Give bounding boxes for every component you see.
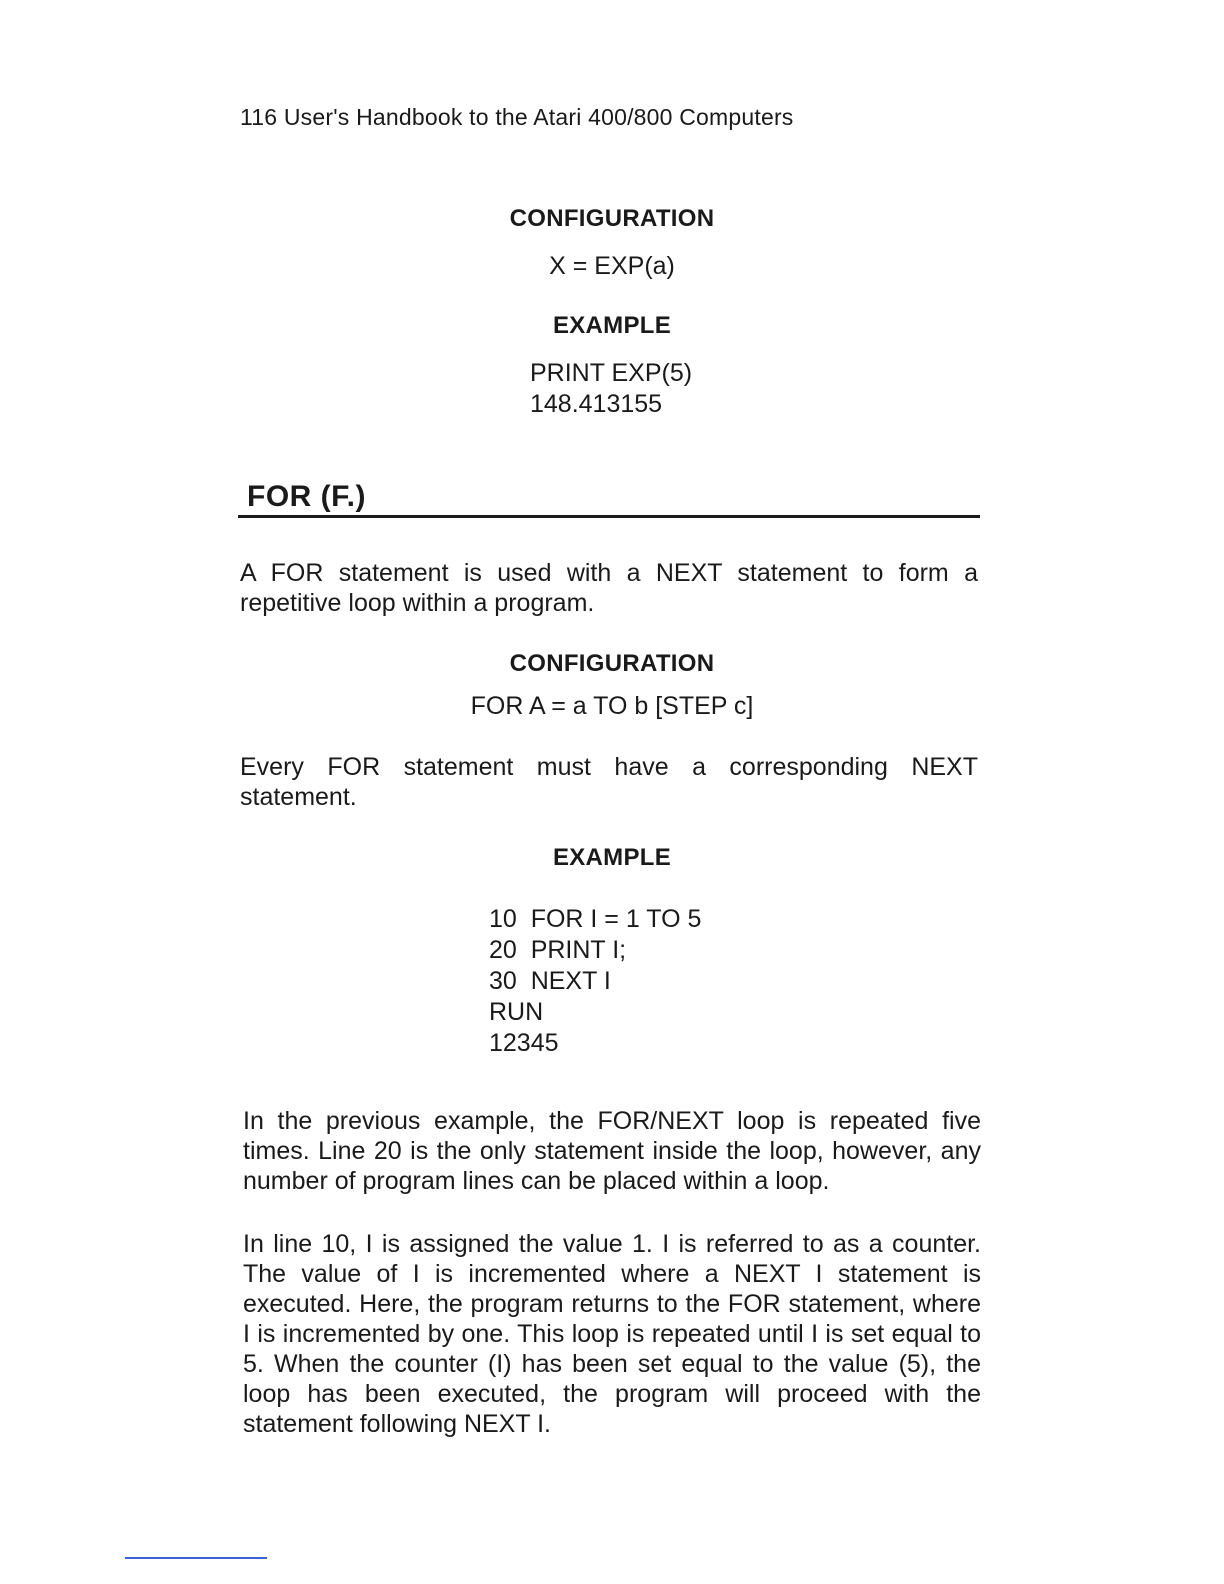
for-intro-text: A FOR statement is used with a NEXT statement to form a repetitive loop within a program. — [240, 559, 978, 617]
exp-configuration-heading: CONFIGURATION — [509, 205, 715, 232]
for-paragraph-2-text: In line 10, I is assigned the value 1. I is referred to as a counter. The value of I is incremented where a NEXT I statement is executed. Here, the program returns to the FOR statement, where I is incremented by one. This loop is repeated until I is set equal to 5. When the counter (I) has been set equal to the value (5), the loop has been executed, the program will proceed with the statement following NEXT I. — [243, 1230, 981, 1438]
for-configuration-heading: CONFIGURATION — [509, 650, 715, 677]
for-example-line: 10 FOR I = 1 TO 5 — [489, 905, 702, 933]
for-example-heading: EXAMPLE — [552, 844, 672, 871]
footer-link-underline[interactable] — [125, 1557, 267, 1559]
for-configuration-line: FOR A = a TO b [STEP c] — [470, 692, 754, 720]
for-example-line: 20 PRINT I; — [489, 936, 627, 964]
running-head: 116 User's Handbook to the Atari 400/800 Computers — [240, 104, 794, 130]
section-rule — [238, 515, 980, 518]
for-example-line: 30 NEXT I — [489, 967, 611, 995]
for-intro-paragraph — [240, 558, 978, 618]
for-example-line: 12345 — [489, 1029, 559, 1057]
exp-example-heading: EXAMPLE — [552, 312, 672, 339]
for-example-code — [489, 904, 701, 1059]
section-title: FOR (F.) — [247, 480, 366, 513]
exp-example-line: 148.413155 — [530, 390, 663, 418]
for-example-line: RUN — [489, 998, 544, 1026]
exp-example-code — [530, 358, 692, 420]
for-paragraph-1 — [243, 1106, 981, 1196]
exp-configuration-line: X = EXP(a) — [549, 252, 675, 280]
for-note-paragraph — [240, 752, 978, 812]
for-paragraph-1-text: In the previous example, the FOR/NEXT loop is repeated five times. Line 20 is the only statement inside the loop, however, any number of program lines can be placed within a loop. — [243, 1107, 981, 1195]
exp-example-line: PRINT EXP(5) — [530, 359, 693, 387]
for-paragraph-2 — [243, 1229, 981, 1439]
for-note-text: Every FOR statement must have a corresponding NEXT statement. — [240, 753, 978, 811]
